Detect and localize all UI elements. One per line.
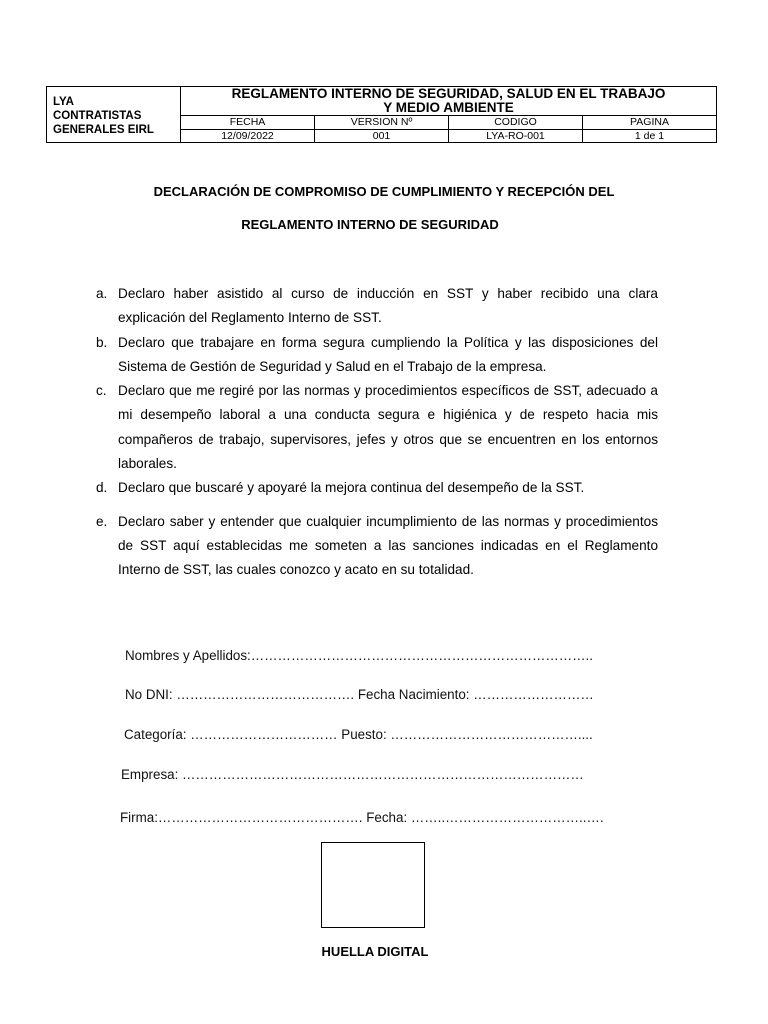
list-marker: b. [96, 334, 108, 350]
declaration-list [96, 282, 658, 583]
list-item [96, 476, 658, 500]
regulation-title-line: Y MEDIO AMBIENTE [383, 100, 514, 115]
company-line: LYA [53, 96, 74, 108]
company-name [47, 87, 181, 142]
list-item-text: Declaro haber asistido al curso de inducción en SST y haber recibido una clara explicación del Reglamento Interno de SST. [118, 286, 658, 326]
fingerprint-box[interactable] [321, 842, 425, 928]
list-item-text: Declaro que me regiré por las normas y procedimientos específicos de SST, adecuado a mi desempeño laboral a una conducta segura e higiénica y de respeto hacia mis compañeros de trabajo, supervisores, jefes y otros que se encuentren en los entornos laborales. [118, 383, 658, 472]
header-labels-row [181, 116, 716, 130]
header-table [46, 86, 717, 143]
header-value-codigo: LYA-RO-001 [449, 130, 583, 143]
list-item [96, 379, 658, 476]
regulation-title-line: REGLAMENTO INTERNO DE SEGURIDAD, SALUD EN EL TRABAJO [231, 86, 666, 101]
header-value-version: 001 [315, 130, 449, 143]
header-label-fecha: FECHA [181, 116, 315, 129]
list-marker: e. [96, 513, 108, 529]
list-item [96, 331, 658, 380]
company-line: CONTRATISTAS [53, 110, 142, 122]
header-label-codigo: CODIGO [449, 116, 583, 129]
header-label-pagina: PAGINA [630, 116, 669, 128]
list-item-text: Declaro que buscaré y apoyaré la mejora continua del desempeño de la SST. [118, 480, 585, 496]
header-values-row [181, 130, 716, 143]
company-line: GENERALES EIRL [53, 124, 154, 136]
fingerprint-label: HUELLA DIGITAL [321, 944, 429, 959]
header-right [181, 87, 716, 142]
list-marker: c. [96, 383, 107, 399]
company-field[interactable]: Empresa: ……………………………………………………………………………… [121, 767, 584, 782]
declaration-title-line-1: DECLARACIÓN DE COMPROMISO DE CUMPLIMIENTO Y RECEPCIÓN DEL [153, 184, 615, 199]
list-marker: a. [96, 286, 108, 301]
dni-birthdate-field[interactable]: No DNI: …………………………………. Fecha Nacimiento: ……………………… [125, 687, 594, 702]
list-item-text: Declaro que trabajare en forma segura cumpliendo la Política y las disposiciones del Sistema de Gestión de Seguridad y Salud en el Trabajo de la empresa. [118, 334, 658, 374]
list-item-text: Declaro saber y entender que cualquier incumplimiento de las normas y procedimientos de SST aquí establecidas me someten a las sanciones indicadas en el Reglamento Interno de SST, las cuales conozco y acato en su totalidad. [118, 513, 658, 578]
header-value-fecha: 12/09/2022 [181, 130, 315, 143]
category-position-field[interactable]: Categoría: …………………………… Puesto: …………………………………….... [124, 727, 593, 742]
regulation-title [181, 87, 716, 116]
list-item [96, 510, 658, 583]
header-value-pagina: 1 de 1 [634, 130, 665, 142]
signature-date-field[interactable]: Firma:………………………………………. Fecha: ……..…………………………..…. [120, 810, 604, 825]
list-item [96, 282, 658, 331]
header-label-version: VERSION Nº [315, 116, 449, 129]
declaration-title-line-2: REGLAMENTO INTERNO DE SEGURIDAD [241, 217, 499, 232]
list-marker: d. [96, 480, 108, 496]
names-field[interactable]: Nombres y Apellidos:………………………………………………………………….. [125, 648, 593, 663]
